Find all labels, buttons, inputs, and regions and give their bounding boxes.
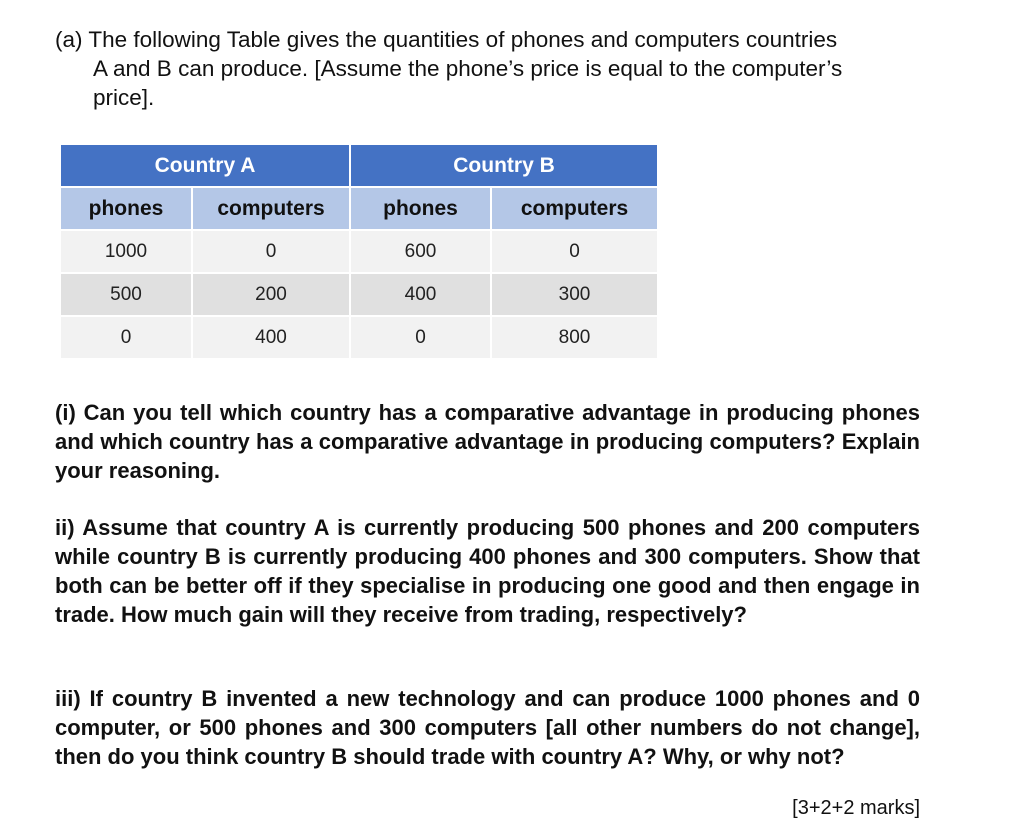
table-cell: 200 [192, 273, 350, 316]
table-cell: 0 [192, 230, 350, 273]
intro-line-3: price]. [93, 85, 155, 110]
subheader-b-phones: phones [350, 187, 491, 230]
table-cell: 1000 [60, 230, 192, 273]
header-country-a: Country A [60, 144, 350, 187]
marks-label: [3+2+2 marks] [792, 797, 920, 819]
table-cell: 0 [491, 230, 658, 273]
intro-paragraph [55, 25, 935, 112]
subheader-b-computers: computers [491, 187, 658, 230]
intro-line-1: (a) The following Table gives the quantities of phones and computers countries [55, 27, 838, 52]
production-table [59, 143, 659, 360]
subheader-a-computers: computers [192, 187, 350, 230]
intro-line-2: A and B can produce. [Assume the phone’s price is equal to the computer’s [93, 56, 843, 81]
table-cell: 400 [350, 273, 491, 316]
table-cell: 600 [350, 230, 491, 273]
subheader-a-phones: phones [60, 187, 192, 230]
question-3: iii) If country B invented a new technology and can produce 1000 phones and 0 computer, or 500 phones and 300 computers [all other numbers do not change], then do you think country B should trade with country A? Why, or why not? [55, 686, 920, 769]
question-2: ii) Assume that country A is currently producing 500 phones and 200 computers while country B is currently producing 400 phones and 300 computers. Show that both can be better off if they specialise in producing one good and then engage in trade. How much gain will they receive from trading, respectively? [55, 515, 920, 627]
table-cell: 500 [60, 273, 192, 316]
question-1: (i) Can you tell which country has a comparative advantage in producing phones and which country has a comparative advantage in producing computers? Explain your reasoning. [55, 400, 920, 483]
header-country-b: Country B [350, 144, 658, 187]
table-row [60, 230, 658, 273]
table-cell: 0 [60, 316, 192, 359]
table-cell: 300 [491, 273, 658, 316]
table-cell: 0 [350, 316, 491, 359]
table-row [60, 273, 658, 316]
table-cell: 400 [192, 316, 350, 359]
table-row [60, 316, 658, 359]
table-cell: 800 [491, 316, 658, 359]
